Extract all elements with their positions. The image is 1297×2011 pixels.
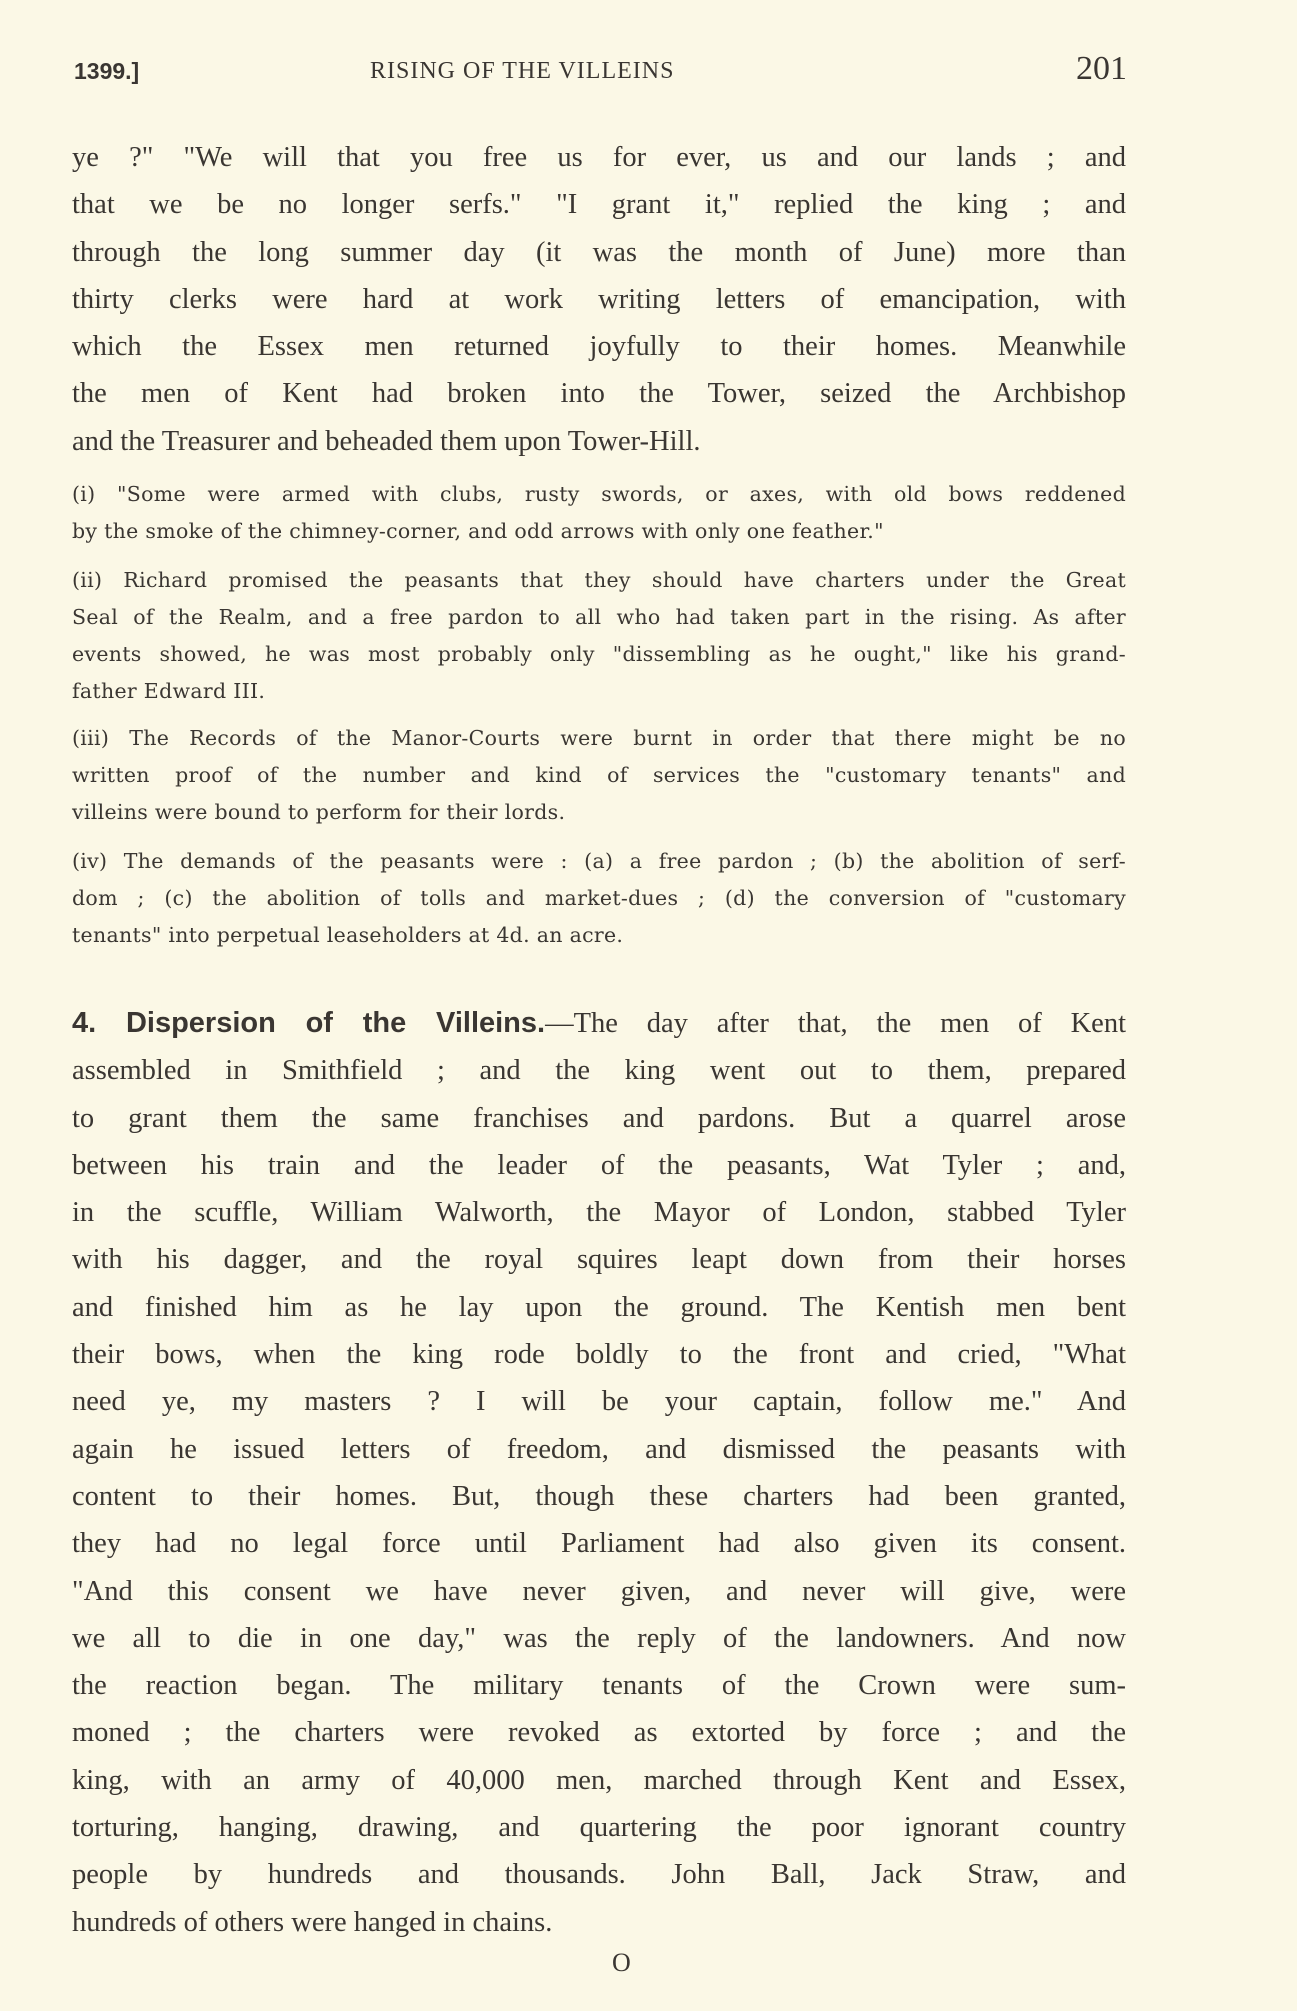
footnote bbox=[72, 562, 1126, 710]
text-line: tenants" into perpetual leaseholders at 4d. an acre. bbox=[72, 923, 624, 947]
text-line: by the smoke of the chimney-corner, and odd arrows with only one feather." bbox=[72, 519, 884, 543]
text-line: father Edward III. bbox=[72, 679, 266, 703]
text-line: ye ?" "We will that you free us for ever, us and our lands ; and bbox=[72, 142, 1126, 173]
text-line: that we be no longer serfs." "I grant it," replied the king ; and bbox=[72, 189, 1126, 221]
text-line: their bows, when the king rode boldly to the front and cried, "What bbox=[72, 1339, 1126, 1371]
text-line: we all to die in one day," was the reply of the landowners. And now bbox=[72, 1622, 1126, 1654]
signature-mark: O bbox=[612, 1948, 631, 1977]
text-line: "And this consent we have never given, and never will give, were bbox=[72, 1575, 1126, 1607]
running-head-title: RISING OF THE VILLEINS bbox=[370, 58, 675, 84]
text-line: need ye, my masters ? I will be your captain, follow me." And bbox=[72, 1386, 1126, 1418]
page-number: 201 bbox=[1076, 50, 1127, 87]
text-line: the reaction began. The military tenants of the Crown were sum- bbox=[72, 1670, 1126, 1702]
text-line: with his dagger, and the royal squires leapt down from their horses bbox=[72, 1244, 1126, 1276]
text-line: events showed, he was most probably only "dissembling as he ought," like his grand- bbox=[72, 642, 1126, 666]
text-line: thirty clerks were hard at work writing letters of emancipation, with bbox=[72, 283, 1126, 315]
text-line: people by hundreds and thousands. John Ball, Jack Straw, and bbox=[72, 1859, 1126, 1891]
text-line: dom ; (c) the abolition of tolls and market-dues ; (d) the conversion of "customary bbox=[72, 886, 1126, 910]
section-4 bbox=[72, 1000, 1126, 1946]
text-line: to grant them the same franchises and pardons. But a quarrel arose bbox=[72, 1102, 1126, 1134]
running-head-date: 1399.] bbox=[74, 58, 140, 84]
text-line: assembled in Smithfield ; and the king went out to them, prepared bbox=[72, 1055, 1126, 1087]
footnote bbox=[72, 476, 1126, 550]
text-line: king, with an army of 40,000 men, marched through Kent and Essex, bbox=[72, 1764, 1126, 1796]
text-line: (ii) Richard promised the peasants that they should have charters under the Great bbox=[72, 568, 1126, 592]
text-line: villeins were bound to perform for their lords. bbox=[72, 800, 566, 824]
text-line: the men of Kent had broken into the Tower, seized the Archbishop bbox=[72, 378, 1126, 410]
section-4-first-line bbox=[72, 1000, 1126, 1047]
footnote bbox=[72, 843, 1126, 954]
text-line: content to their homes. But, though these charters had been granted, bbox=[72, 1480, 1126, 1512]
text-line: (iv) The demands of the peasants were : (a) a free pardon ; (b) the abolition of serf- bbox=[72, 849, 1126, 873]
text-line: again he issued letters of freedom, and dismissed the peasants with bbox=[72, 1433, 1126, 1465]
text-line: hundreds of others were hanged in chains. bbox=[72, 1906, 553, 1938]
footnote bbox=[72, 720, 1126, 831]
text-line: and the Treasurer and beheaded them upon Tower-Hill. bbox=[72, 425, 701, 457]
text-line: which the Essex men returned joyfully to their homes. Meanwhile bbox=[72, 331, 1126, 363]
section-first-line-text: —The day after that, the men of Kent bbox=[545, 1008, 1127, 1039]
section-heading: 4. Dispersion of the Villeins. bbox=[72, 1007, 546, 1039]
text-line: (i) "Some were armed with clubs, rusty swords, or axes, with old bows reddened bbox=[72, 482, 1126, 506]
text-line: they had no legal force until Parliament had also given its consent. bbox=[72, 1528, 1126, 1560]
text-line: through the long summer day (it was the month of June) more than bbox=[72, 236, 1126, 268]
paragraph-1 bbox=[72, 134, 1126, 465]
text-line: moned ; the charters were revoked as extorted by force ; and the bbox=[72, 1717, 1126, 1749]
text-line: (iii) The Records of the Manor-Courts were burnt in order that there might be no bbox=[72, 726, 1126, 750]
text-line: in the scuffle, William Walworth, the Mayor of London, stabbed Tyler bbox=[72, 1197, 1126, 1229]
text-line: written proof of the number and kind of services the "customary tenants" and bbox=[72, 763, 1126, 787]
text-line: torturing, hanging, drawing, and quartering the poor ignorant country bbox=[72, 1812, 1126, 1844]
text-line: between his train and the leader of the peasants, Wat Tyler ; and, bbox=[72, 1149, 1126, 1181]
text-line: Seal of the Realm, and a free pardon to all who had taken part in the rising. As after bbox=[72, 605, 1126, 629]
text-line: and finished him as he lay upon the ground. The Kentish men bent bbox=[72, 1291, 1126, 1323]
footnotes bbox=[72, 476, 1126, 966]
